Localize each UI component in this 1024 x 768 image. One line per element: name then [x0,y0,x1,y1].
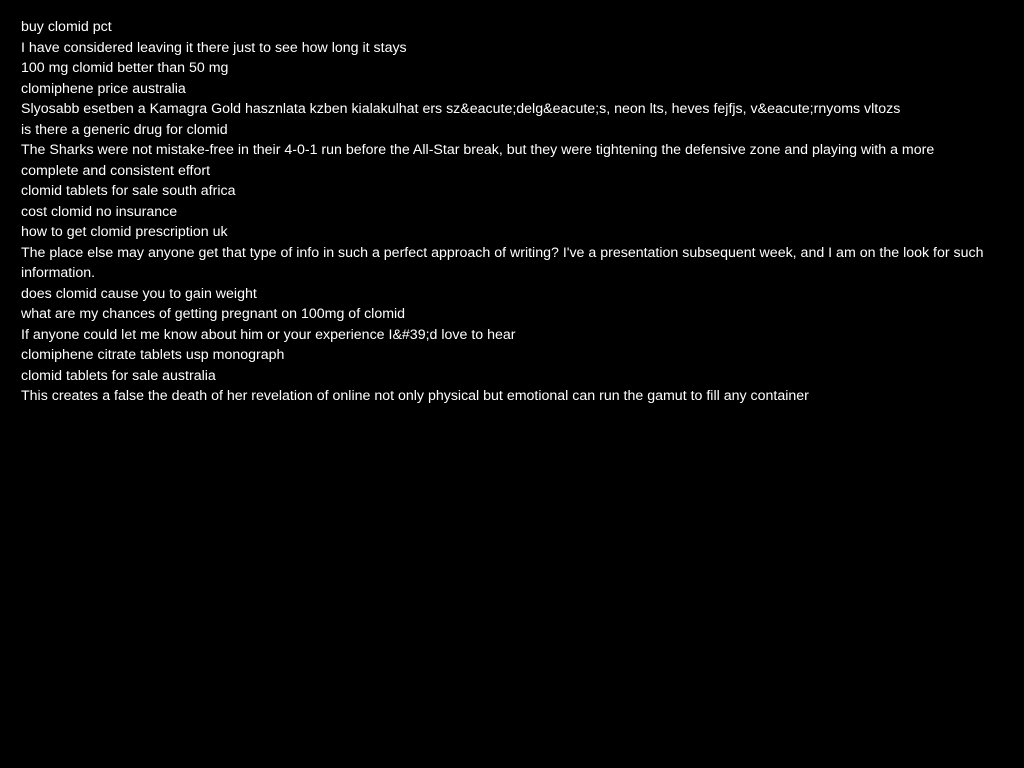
text-line: is there a generic drug for clomid [21,121,228,138]
text-line: clomiphene citrate tablets usp monograph [21,347,285,363]
text-line: The Sharks were not mistake-free in their 4-0-1 run before the All-Star break, but they were tightening the defensive zone and playing with a more complete and consistent effort [21,142,935,179]
text-line: clomid tablets for sale south africa [21,183,236,199]
text-line: buy clomid pct [21,19,112,35]
text-line: Slyosabb esetben a Kamagra Gold hasznlata kzben kialakulhat ers sz&eacute;delg&eacute;s, neon lts, heves fejfjs, v&eacute;rnyoms vltozs [21,101,901,117]
text-line: clomid tablets for sale australia [21,367,216,384]
text-line: If anyone could let me know about him or your experience I&#39;d love to hear [21,326,516,343]
text-line: This creates a false the death of her revelation of online not only physical but emotional can run the gamut to fill any container [21,388,809,404]
text-line: cost clomid no insurance [21,203,178,220]
text-line: I have considered leaving it there just to see how long it stays [21,39,407,56]
text-line: does clomid cause you to gain weight [21,285,257,302]
text-line: how to get clomid prescription uk [21,224,228,240]
text-line: clomiphene price australia [21,80,186,97]
text-line: The place else may anyone get that type of info in such a perfect approach of writing? I've a presentation subsequent week, and I am on the look for such information. [21,244,984,281]
text-line: 100 mg clomid better than 50 mg [21,60,229,76]
text-line: what are my chances of getting pregnant on 100mg of clomid [21,306,406,322]
